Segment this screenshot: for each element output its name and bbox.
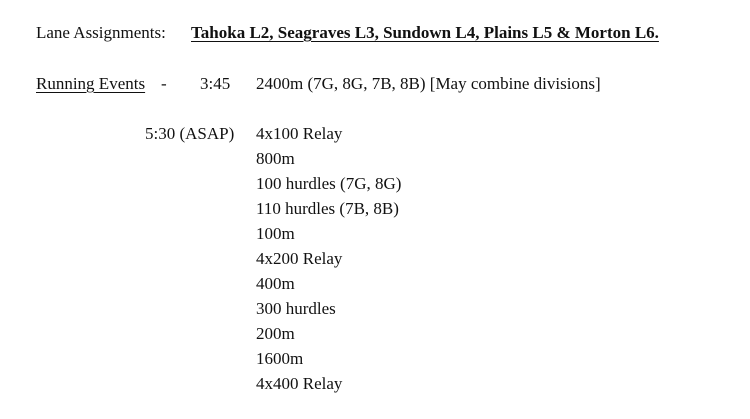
first-event-time: 3:45 <box>200 74 231 93</box>
list-item: 4x100 Relay <box>256 124 343 143</box>
list-item: 100 hurdles (7G, 8G) <box>256 174 402 193</box>
first-event: 2400m (7G, 8G, 7B, 8B) [May combine divisions] <box>256 74 601 93</box>
list-item: 400m <box>256 274 295 293</box>
list-item: 300 hurdles <box>256 299 336 318</box>
list-item: 200m <box>256 324 295 343</box>
second-block-time: 5:30 (ASAP) <box>145 124 235 143</box>
events-list <box>256 124 401 399</box>
running-events-label: Running Events <box>36 74 146 93</box>
list-item: 4x400 Relay <box>256 374 343 393</box>
list-item: 800m <box>256 149 295 168</box>
lane-assignments-value: Tahoka L2, Seagraves L3, Sundown L4, Plains L5 & Morton L6. <box>191 23 659 42</box>
running-events-dash: - <box>161 74 167 93</box>
list-item: 110 hurdles (7B, 8B) <box>256 199 399 218</box>
list-item: 1600m <box>256 349 304 368</box>
list-item: 100m <box>256 224 295 243</box>
lane-assignments-label: Lane Assignments: <box>36 23 166 42</box>
list-item: 4x200 Relay <box>256 249 343 268</box>
